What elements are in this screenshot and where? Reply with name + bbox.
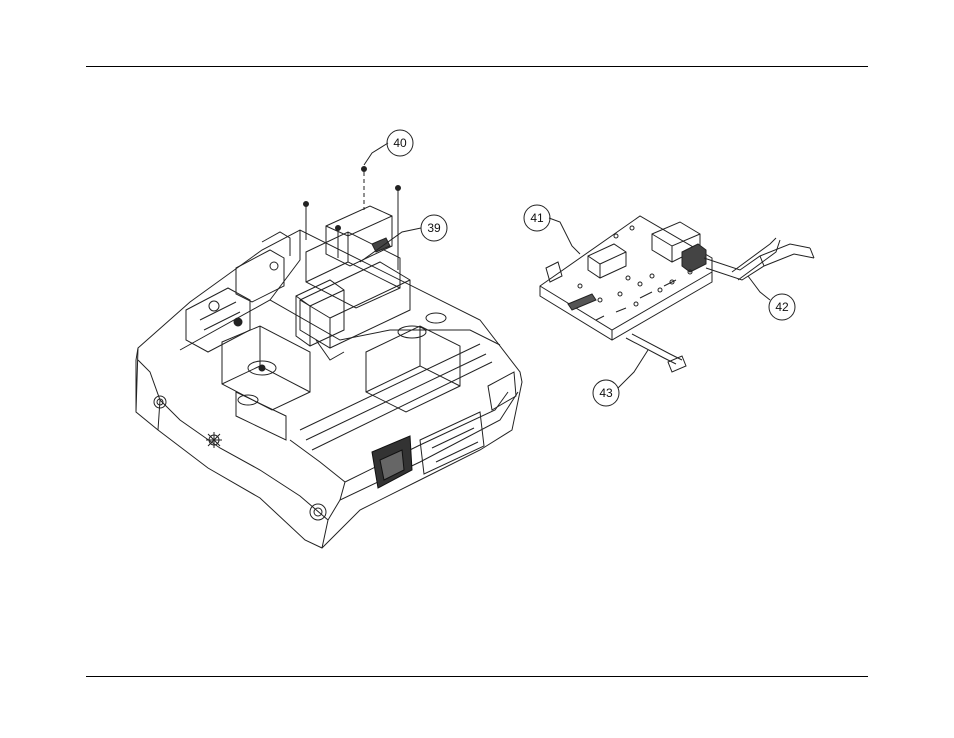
callout-41-label: 41: [530, 211, 544, 225]
callout-39-label: 39: [427, 221, 441, 235]
callout-43-label: 43: [599, 386, 613, 400]
chassis-assembly: [136, 167, 522, 549]
callout-42-label: 42: [775, 300, 789, 314]
callout-40-label: 40: [393, 136, 407, 150]
circuit-board: [540, 216, 814, 372]
